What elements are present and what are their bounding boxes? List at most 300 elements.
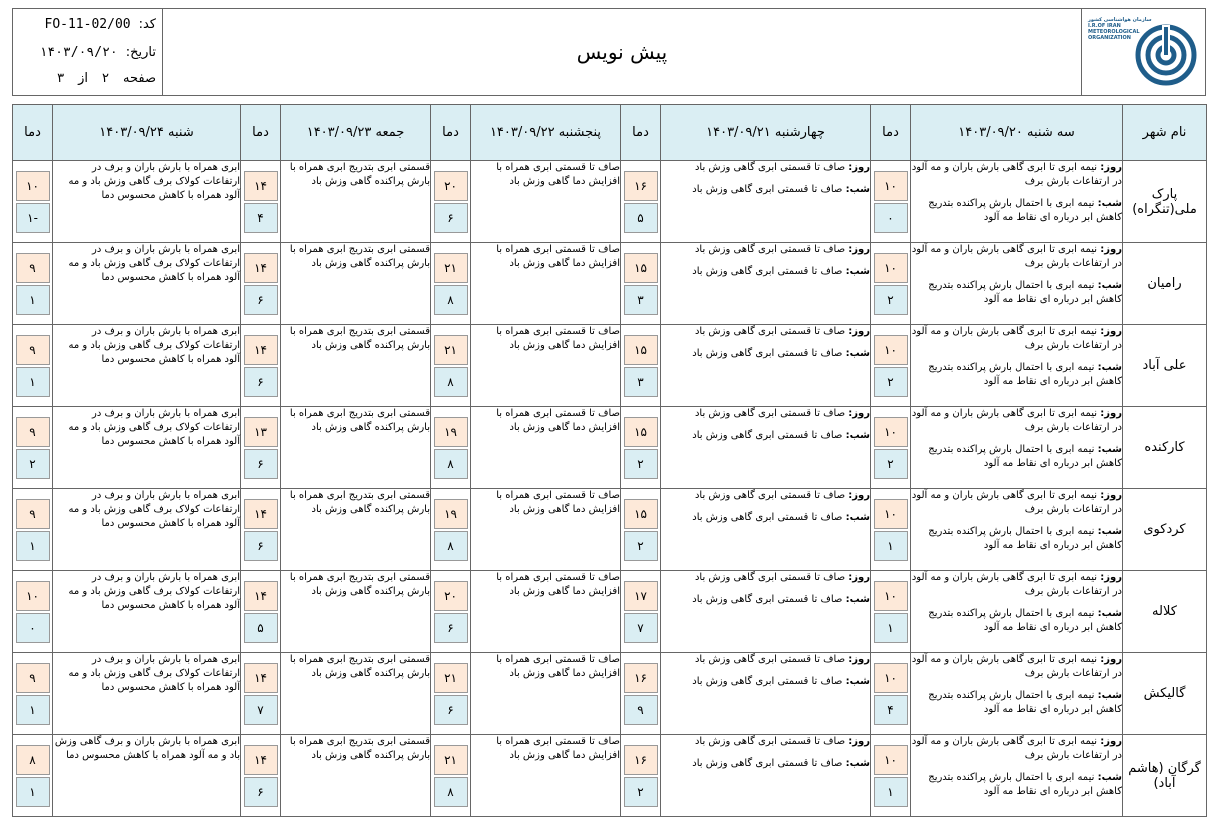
forecast-text: قسمتی ابری بتدریج ابری همراه با بارش پراکنده گاهی وزش باد (289, 408, 430, 433)
max-temp: ۲۰ (434, 171, 468, 201)
temp-cell (621, 571, 661, 653)
night-label: شب: (1097, 526, 1122, 537)
forecast-cell (471, 243, 621, 325)
day-column-header: شنبه ۱۴۰۳/۰۹/۲۴ (53, 105, 241, 161)
temp-cell (241, 325, 281, 407)
day-forecast (661, 489, 870, 503)
city-name: کلاله (1123, 571, 1207, 653)
forecast-cell (471, 571, 621, 653)
day-forecast (661, 571, 870, 585)
forecast-text: صاف تا قسمتی ابری همراه با افزایش دما گاهی وزش باد (496, 244, 620, 269)
night-forecast (911, 279, 1122, 307)
min-temp: ۴ (244, 203, 278, 233)
table-row (13, 653, 1207, 735)
min-temp: ۸ (434, 531, 468, 561)
night-label: شب: (1097, 608, 1122, 619)
temp-cell (13, 325, 53, 407)
night-text: نیمه ابری با احتمال بارش پراکنده بتدریج کاهش ابر درباره ای نقاط مه آلود (928, 690, 1122, 715)
document-meta (13, 9, 163, 95)
day-text: صاف تا قسمتی ابری گاهی وزش باد (694, 244, 846, 255)
forecast-text: ابری همراه با بارش باران و برف در ارتفاعات کولاک برف گاهی وزش باد و مه آلود همراه با کاهش محسوس دما (68, 162, 240, 201)
max-temp: ۱۰ (874, 663, 908, 693)
night-label: شب: (1097, 772, 1122, 783)
city-name: رامیان (1123, 243, 1207, 325)
date-row (39, 45, 156, 60)
day-label: روز: (848, 654, 870, 665)
min-temp: ۲ (624, 777, 658, 807)
page-label: صفحه (123, 71, 156, 86)
temp-cell (241, 571, 281, 653)
date-value: ۱۴۰۳/۰۹/۲۰ (39, 45, 118, 60)
max-temp: ۲۱ (434, 335, 468, 365)
night-forecast (661, 757, 870, 771)
max-temp: ۱۴ (244, 171, 278, 201)
night-label: شب: (845, 594, 870, 605)
temp-cell (241, 735, 281, 817)
forecast-text: ابری همراه با بارش باران و برف در ارتفاعات کولاک برف گاهی وزش باد و مه آلود همراه با کاهش محسوس دما (68, 244, 240, 283)
max-temp: ۱۰ (16, 171, 50, 201)
night-text: صاف تا قسمتی ابری گاهی وزش باد (692, 512, 843, 523)
max-temp: ۱۹ (434, 499, 468, 529)
temp-cell (621, 735, 661, 817)
temp-cell (871, 489, 911, 571)
max-temp: ۱۴ (244, 253, 278, 283)
min-temp: ۱ (16, 531, 50, 561)
max-temp: ۱۴ (244, 745, 278, 775)
night-text: صاف تا قسمتی ابری گاهی وزش باد (692, 758, 843, 769)
max-temp: ۱۶ (624, 171, 658, 201)
city-name: علی آباد (1123, 325, 1207, 407)
day-label: روز: (1100, 572, 1122, 583)
temp-cell (871, 407, 911, 489)
night-label: شب: (1097, 280, 1122, 291)
logo-area (1081, 9, 1205, 95)
temp-cell (431, 735, 471, 817)
min-temp: ۰ (16, 613, 50, 643)
code-label: کد: (138, 17, 156, 32)
night-forecast (911, 443, 1122, 471)
max-temp: ۹ (16, 499, 50, 529)
day-column-header: چهارشنبه ۱۴۰۳/۰۹/۲۱ (661, 105, 871, 161)
temp-cell (241, 161, 281, 243)
night-text: نیمه ابری با احتمال بارش پراکنده بتدریج کاهش ابر درباره ای نقاط مه آلود (928, 444, 1122, 469)
max-temp: ۱۶ (624, 745, 658, 775)
temp-cell (621, 653, 661, 735)
day-forecast (661, 325, 870, 339)
forecast-cell (53, 489, 241, 571)
day-label: روز: (1100, 162, 1122, 173)
page-of: از (78, 71, 89, 86)
night-forecast (911, 197, 1122, 225)
forecast-cell (281, 571, 431, 653)
min-temp: ۲ (874, 367, 908, 397)
forecast-text: ابری همراه با بارش باران و برف در ارتفاعات کولاک برف گاهی وزش باد و مه آلود همراه با کاهش محسوس دما (68, 490, 240, 529)
min-temp: ۱ (16, 285, 50, 315)
day-label: روز: (848, 244, 870, 255)
day-forecast (911, 653, 1122, 681)
day-text: نیمه ابری تا ابری گاهی بارش باران و مه آلود در ارتفاعات بارش برف (911, 736, 1122, 761)
night-forecast (911, 607, 1122, 635)
page-row (57, 71, 156, 86)
night-text: صاف تا قسمتی ابری گاهی وزش باد (692, 184, 843, 195)
night-text: صاف تا قسمتی ابری گاهی وزش باد (692, 348, 843, 359)
forecast-text: قسمتی ابری بتدریج ابری همراه با بارش پراکنده گاهی وزش باد (289, 244, 430, 269)
night-forecast (661, 265, 870, 279)
forecast-cell (53, 653, 241, 735)
forecast-text: صاف تا قسمتی ابری همراه با افزایش دما گاهی وزش باد (496, 326, 620, 351)
forecast-cell (53, 243, 241, 325)
forecast-cell (471, 407, 621, 489)
min-temp: ۱ (874, 531, 908, 561)
max-temp: ۱۰ (874, 581, 908, 611)
day-text: صاف تا قسمتی ابری گاهی وزش باد (694, 162, 846, 173)
forecast-cell (911, 571, 1123, 653)
night-forecast (911, 771, 1122, 799)
date-label: تاریخ: (125, 45, 156, 60)
header-row (13, 105, 1207, 161)
max-temp: ۱۵ (624, 335, 658, 365)
day-text: نیمه ابری تا ابری گاهی بارش باران و مه آلود در ارتفاعات بارش برف (911, 654, 1122, 679)
temp-cell (871, 735, 911, 817)
forecast-cell (53, 161, 241, 243)
max-temp: ۲۱ (434, 663, 468, 693)
min-temp: ۰ (874, 203, 908, 233)
code-value: FO-11-02/00 (44, 17, 131, 32)
forecast-text: ابری همراه با بارش باران و برف در ارتفاعات کولاک برف گاهی وزش باد و مه آلود همراه با کاهش محسوس دما (68, 654, 240, 693)
day-text: صاف تا قسمتی ابری گاهی وزش باد (694, 736, 846, 747)
max-temp: ۱۵ (624, 499, 658, 529)
day-label: روز: (848, 326, 870, 337)
table-row (13, 325, 1207, 407)
day-label: روز: (848, 736, 870, 747)
min-temp: ۸ (434, 285, 468, 315)
min-temp: ۸ (434, 449, 468, 479)
night-label: شب: (845, 512, 870, 523)
city-name: گالیکش (1123, 653, 1207, 735)
table-row (13, 243, 1207, 325)
min-temp: ۲ (624, 449, 658, 479)
min-temp: ۲ (874, 449, 908, 479)
forecast-text: صاف تا قسمتی ابری همراه با افزایش دما گاهی وزش باد (496, 654, 620, 679)
forecast-cell (53, 571, 241, 653)
day-label: روز: (848, 572, 870, 583)
temp-cell (13, 407, 53, 489)
table-row (13, 407, 1207, 489)
day-forecast (661, 243, 870, 257)
max-temp: ۱۴ (244, 499, 278, 529)
day-label: روز: (1100, 244, 1122, 255)
night-forecast (661, 183, 870, 197)
day-text: نیمه ابری تا ابری گاهی بارش باران و مه آلود در ارتفاعات بارش برف (911, 490, 1122, 515)
max-temp: ۱۳ (244, 417, 278, 447)
forecast-table (12, 104, 1207, 817)
max-temp: ۱۰ (874, 171, 908, 201)
forecast-cell (281, 407, 431, 489)
min-temp: ۶ (434, 203, 468, 233)
temp-cell (431, 571, 471, 653)
day-forecast (661, 161, 870, 175)
temp-cell (241, 407, 281, 489)
forecast-cell (53, 407, 241, 489)
night-forecast (911, 689, 1122, 717)
forecast-text: قسمتی ابری بتدریج ابری همراه با بارش پراکنده گاهی وزش باد (289, 736, 430, 761)
day-text: صاف تا قسمتی ابری گاهی وزش باد (694, 326, 846, 337)
temp-cell (431, 489, 471, 571)
min-temp: ۱ (16, 367, 50, 397)
night-label: شب: (845, 676, 870, 687)
day-label: روز: (848, 408, 870, 419)
city-name: پارک ملی(تنگراه) (1123, 161, 1207, 243)
forecast-text: قسمتی ابری بتدریج ابری همراه با بارش پراکنده گاهی وزش باد (289, 654, 430, 679)
max-temp: ۲۰ (434, 581, 468, 611)
max-temp: ۹ (16, 663, 50, 693)
page-title: پیش نویس (576, 40, 668, 64)
min-temp: ۶ (434, 613, 468, 643)
max-temp: ۱۰ (874, 253, 908, 283)
night-label: شب: (1097, 362, 1122, 373)
temp-cell (621, 243, 661, 325)
temp-cell (241, 653, 281, 735)
night-label: شب: (1097, 444, 1122, 455)
max-temp: ۱۹ (434, 417, 468, 447)
day-label: روز: (1100, 736, 1122, 747)
temp-cell (241, 243, 281, 325)
temp-cell (621, 325, 661, 407)
night-text: نیمه ابری با احتمال بارش پراکنده بتدریج کاهش ابر درباره ای نقاط مه آلود (928, 772, 1122, 797)
night-forecast (911, 361, 1122, 389)
forecast-text: قسمتی ابری بتدریج ابری همراه با بارش پراکنده گاهی وزش باد (289, 490, 430, 515)
min-temp: ۱ (16, 777, 50, 807)
day-forecast (661, 653, 870, 667)
forecast-text: قسمتی ابری بتدریج ابری همراه با بارش پراکنده گاهی وزش باد (289, 162, 430, 187)
forecast-cell (661, 571, 871, 653)
forecast-cell (911, 243, 1123, 325)
min-temp: ۱ (874, 777, 908, 807)
forecast-cell (661, 161, 871, 243)
max-temp: ۱۶ (624, 663, 658, 693)
forecast-cell (471, 325, 621, 407)
forecast-cell (471, 653, 621, 735)
day-forecast (911, 325, 1122, 353)
forecast-cell (661, 243, 871, 325)
forecast-cell (911, 325, 1123, 407)
day-label: روز: (848, 162, 870, 173)
forecast-cell (471, 489, 621, 571)
day-label: روز: (1100, 326, 1122, 337)
forecast-cell (661, 489, 871, 571)
min-temp: ۴ (874, 695, 908, 725)
forecast-cell (471, 735, 621, 817)
page-number: ۲ (102, 71, 110, 86)
day-forecast (911, 243, 1122, 271)
forecast-text: صاف تا قسمتی ابری همراه با افزایش دما گاهی وزش باد (496, 408, 620, 433)
table-row (13, 571, 1207, 653)
min-temp: ۶ (244, 285, 278, 315)
min-temp: ۲ (16, 449, 50, 479)
forecast-cell (661, 407, 871, 489)
forecast-cell (911, 407, 1123, 489)
max-temp: ۱۴ (244, 335, 278, 365)
night-label: شب: (845, 348, 870, 359)
night-forecast (661, 675, 870, 689)
night-text: نیمه ابری با احتمال بارش پراکنده بتدریج کاهش ابر درباره ای نقاط مه آلود (928, 526, 1122, 551)
max-temp: ۱۴ (244, 663, 278, 693)
temp-cell (621, 489, 661, 571)
night-forecast (661, 429, 870, 443)
min-temp: ۷ (244, 695, 278, 725)
forecast-text: ابری همراه با بارش باران و برف گاهی وزش باد و مه آلود همراه با کاهش محسوس دما (54, 736, 240, 761)
min-temp: ۸ (434, 367, 468, 397)
night-label: شب: (845, 758, 870, 769)
forecast-cell (661, 325, 871, 407)
forecast-cell (471, 161, 621, 243)
day-forecast (911, 571, 1122, 599)
day-label: روز: (1100, 654, 1122, 665)
forecast-cell (281, 161, 431, 243)
day-text: نیمه ابری تا ابری گاهی بارش باران و مه آلود در ارتفاعات بارش برف (911, 408, 1122, 433)
min-temp: ۶ (244, 531, 278, 561)
forecast-cell (53, 325, 241, 407)
night-text: صاف تا قسمتی ابری گاهی وزش باد (692, 266, 843, 277)
min-temp: ۶ (434, 695, 468, 725)
max-temp: ۱۰ (874, 745, 908, 775)
temp-column-header: دما (13, 105, 53, 161)
table-row (13, 161, 1207, 243)
forecast-cell (911, 735, 1123, 817)
min-temp: ۳ (624, 285, 658, 315)
day-text: نیمه ابری تا ابری گاهی بارش باران و مه آلود در ارتفاعات بارش برف (911, 162, 1122, 187)
max-temp: ۹ (16, 253, 50, 283)
temp-cell (431, 161, 471, 243)
day-label: روز: (1100, 408, 1122, 419)
forecast-text: ابری همراه با بارش باران و برف در ارتفاعات کولاک برف گاهی وزش باد و مه آلود همراه با کاهش محسوس دما (68, 572, 240, 611)
temp-cell (871, 653, 911, 735)
table-row (13, 489, 1207, 571)
night-label: شب: (845, 430, 870, 441)
min-temp: ۶ (244, 777, 278, 807)
night-text: نیمه ابری با احتمال بارش پراکنده بتدریج کاهش ابر درباره ای نقاط مه آلود (928, 198, 1122, 223)
night-forecast (911, 525, 1122, 553)
night-label: شب: (845, 184, 870, 195)
min-temp: ۹ (624, 695, 658, 725)
night-forecast (661, 593, 870, 607)
forecast-cell (281, 325, 431, 407)
night-text: صاف تا قسمتی ابری گاهی وزش باد (692, 676, 843, 687)
forecast-text: صاف تا قسمتی ابری همراه با افزایش دما گاهی وزش باد (496, 736, 620, 761)
day-text: صاف تا قسمتی ابری گاهی وزش باد (694, 654, 846, 665)
forecast-cell (281, 653, 431, 735)
min-temp: ۷ (624, 613, 658, 643)
min-temp: ۵ (624, 203, 658, 233)
night-label: شب: (845, 266, 870, 277)
day-text: نیمه ابری تا ابری گاهی بارش باران و مه آلود در ارتفاعات بارش برف (911, 326, 1122, 351)
forecast-cell (911, 489, 1123, 571)
temp-cell (621, 407, 661, 489)
min-temp: ۸ (434, 777, 468, 807)
min-temp: ۵ (244, 613, 278, 643)
day-label: روز: (848, 490, 870, 501)
min-temp: ۲ (874, 285, 908, 315)
max-temp: ۱۰ (16, 581, 50, 611)
forecast-cell (661, 653, 871, 735)
forecast-text: صاف تا قسمتی ابری همراه با افزایش دما گاهی وزش باد (496, 162, 620, 187)
temp-cell (13, 243, 53, 325)
temp-cell (431, 325, 471, 407)
temp-cell (13, 489, 53, 571)
code-row (45, 17, 157, 32)
temp-cell (871, 325, 911, 407)
forecast-text: صاف تا قسمتی ابری همراه با افزایش دما گاهی وزش باد (496, 490, 620, 515)
temp-cell (871, 161, 911, 243)
city-name: گرگان (هاشم آباد) (1123, 735, 1207, 817)
min-temp: ۳ (624, 367, 658, 397)
temp-cell (871, 571, 911, 653)
temp-cell (431, 243, 471, 325)
table-row (13, 735, 1207, 817)
max-temp: ۹ (16, 417, 50, 447)
day-label: روز: (1100, 490, 1122, 501)
night-label: شب: (1097, 198, 1122, 209)
day-text: نیمه ابری تا ابری گاهی بارش باران و مه آلود در ارتفاعات بارش برف (911, 572, 1122, 597)
night-forecast (661, 347, 870, 361)
night-text: نیمه ابری با احتمال بارش پراکنده بتدریج کاهش ابر درباره ای نقاط مه آلود (928, 362, 1122, 387)
temp-cell (13, 735, 53, 817)
day-text: صاف تا قسمتی ابری گاهی وزش باد (694, 572, 846, 583)
max-temp: ۱۴ (244, 581, 278, 611)
max-temp: ۹ (16, 335, 50, 365)
forecast-text: قسمتی ابری بتدریج ابری همراه با بارش پراکنده گاهی وزش باد (289, 572, 430, 597)
temp-column-header: دما (241, 105, 281, 161)
min-temp: ۶ (244, 367, 278, 397)
max-temp: ۸ (16, 745, 50, 775)
day-column-header: جمعه ۱۴۰۳/۰۹/۲۳ (281, 105, 431, 161)
day-forecast (661, 407, 870, 421)
temp-column-header: دما (431, 105, 471, 161)
night-text: نیمه ابری با احتمال بارش پراکنده بتدریج کاهش ابر درباره ای نقاط مه آلود (928, 608, 1122, 633)
max-temp: ۱۵ (624, 253, 658, 283)
forecast-cell (53, 735, 241, 817)
city-column-header: نام شهر (1123, 105, 1207, 161)
night-text: نیمه ابری با احتمال بارش پراکنده بتدریج کاهش ابر درباره ای نقاط مه آلود (928, 280, 1122, 305)
temp-cell (621, 161, 661, 243)
temp-column-header: دما (871, 105, 911, 161)
page-total: ۳ (57, 71, 65, 86)
forecast-cell (911, 161, 1123, 243)
min-temp: ۱ (874, 613, 908, 643)
min-temp: ۶ (244, 449, 278, 479)
min-temp: ۱ (16, 695, 50, 725)
max-temp: ۱۷ (624, 581, 658, 611)
temp-column-header: دما (621, 105, 661, 161)
night-text: صاف تا قسمتی ابری گاهی وزش باد (692, 594, 843, 605)
day-text: صاف تا قسمتی ابری گاهی وزش باد (694, 408, 846, 419)
day-text: نیمه ابری تا ابری گاهی بارش باران و مه آلود در ارتفاعات بارش برف (911, 244, 1122, 269)
day-column-header: سه شنبه ۱۴۰۳/۰۹/۲۰ (911, 105, 1123, 161)
max-temp: ۱۵ (624, 417, 658, 447)
temp-cell (13, 571, 53, 653)
night-forecast (661, 511, 870, 525)
day-forecast (911, 489, 1122, 517)
forecast-text: ابری همراه با بارش باران و برف در ارتفاعات کولاک برف گاهی وزش باد و مه آلود همراه با کاهش محسوس دما (68, 408, 240, 447)
forecast-cell (281, 243, 431, 325)
temp-cell (241, 489, 281, 571)
forecast-text: ابری همراه با بارش باران و برف در ارتفاعات کولاک برف گاهی وزش باد و مه آلود همراه با کاهش محسوس دما (68, 326, 240, 365)
day-forecast (911, 161, 1122, 189)
forecast-text: قسمتی ابری بتدریج ابری همراه با بارش پراکنده گاهی وزش باد (289, 326, 430, 351)
max-temp: ۱۰ (874, 499, 908, 529)
city-name: کارکنده (1123, 407, 1207, 489)
document-header (12, 8, 1206, 96)
